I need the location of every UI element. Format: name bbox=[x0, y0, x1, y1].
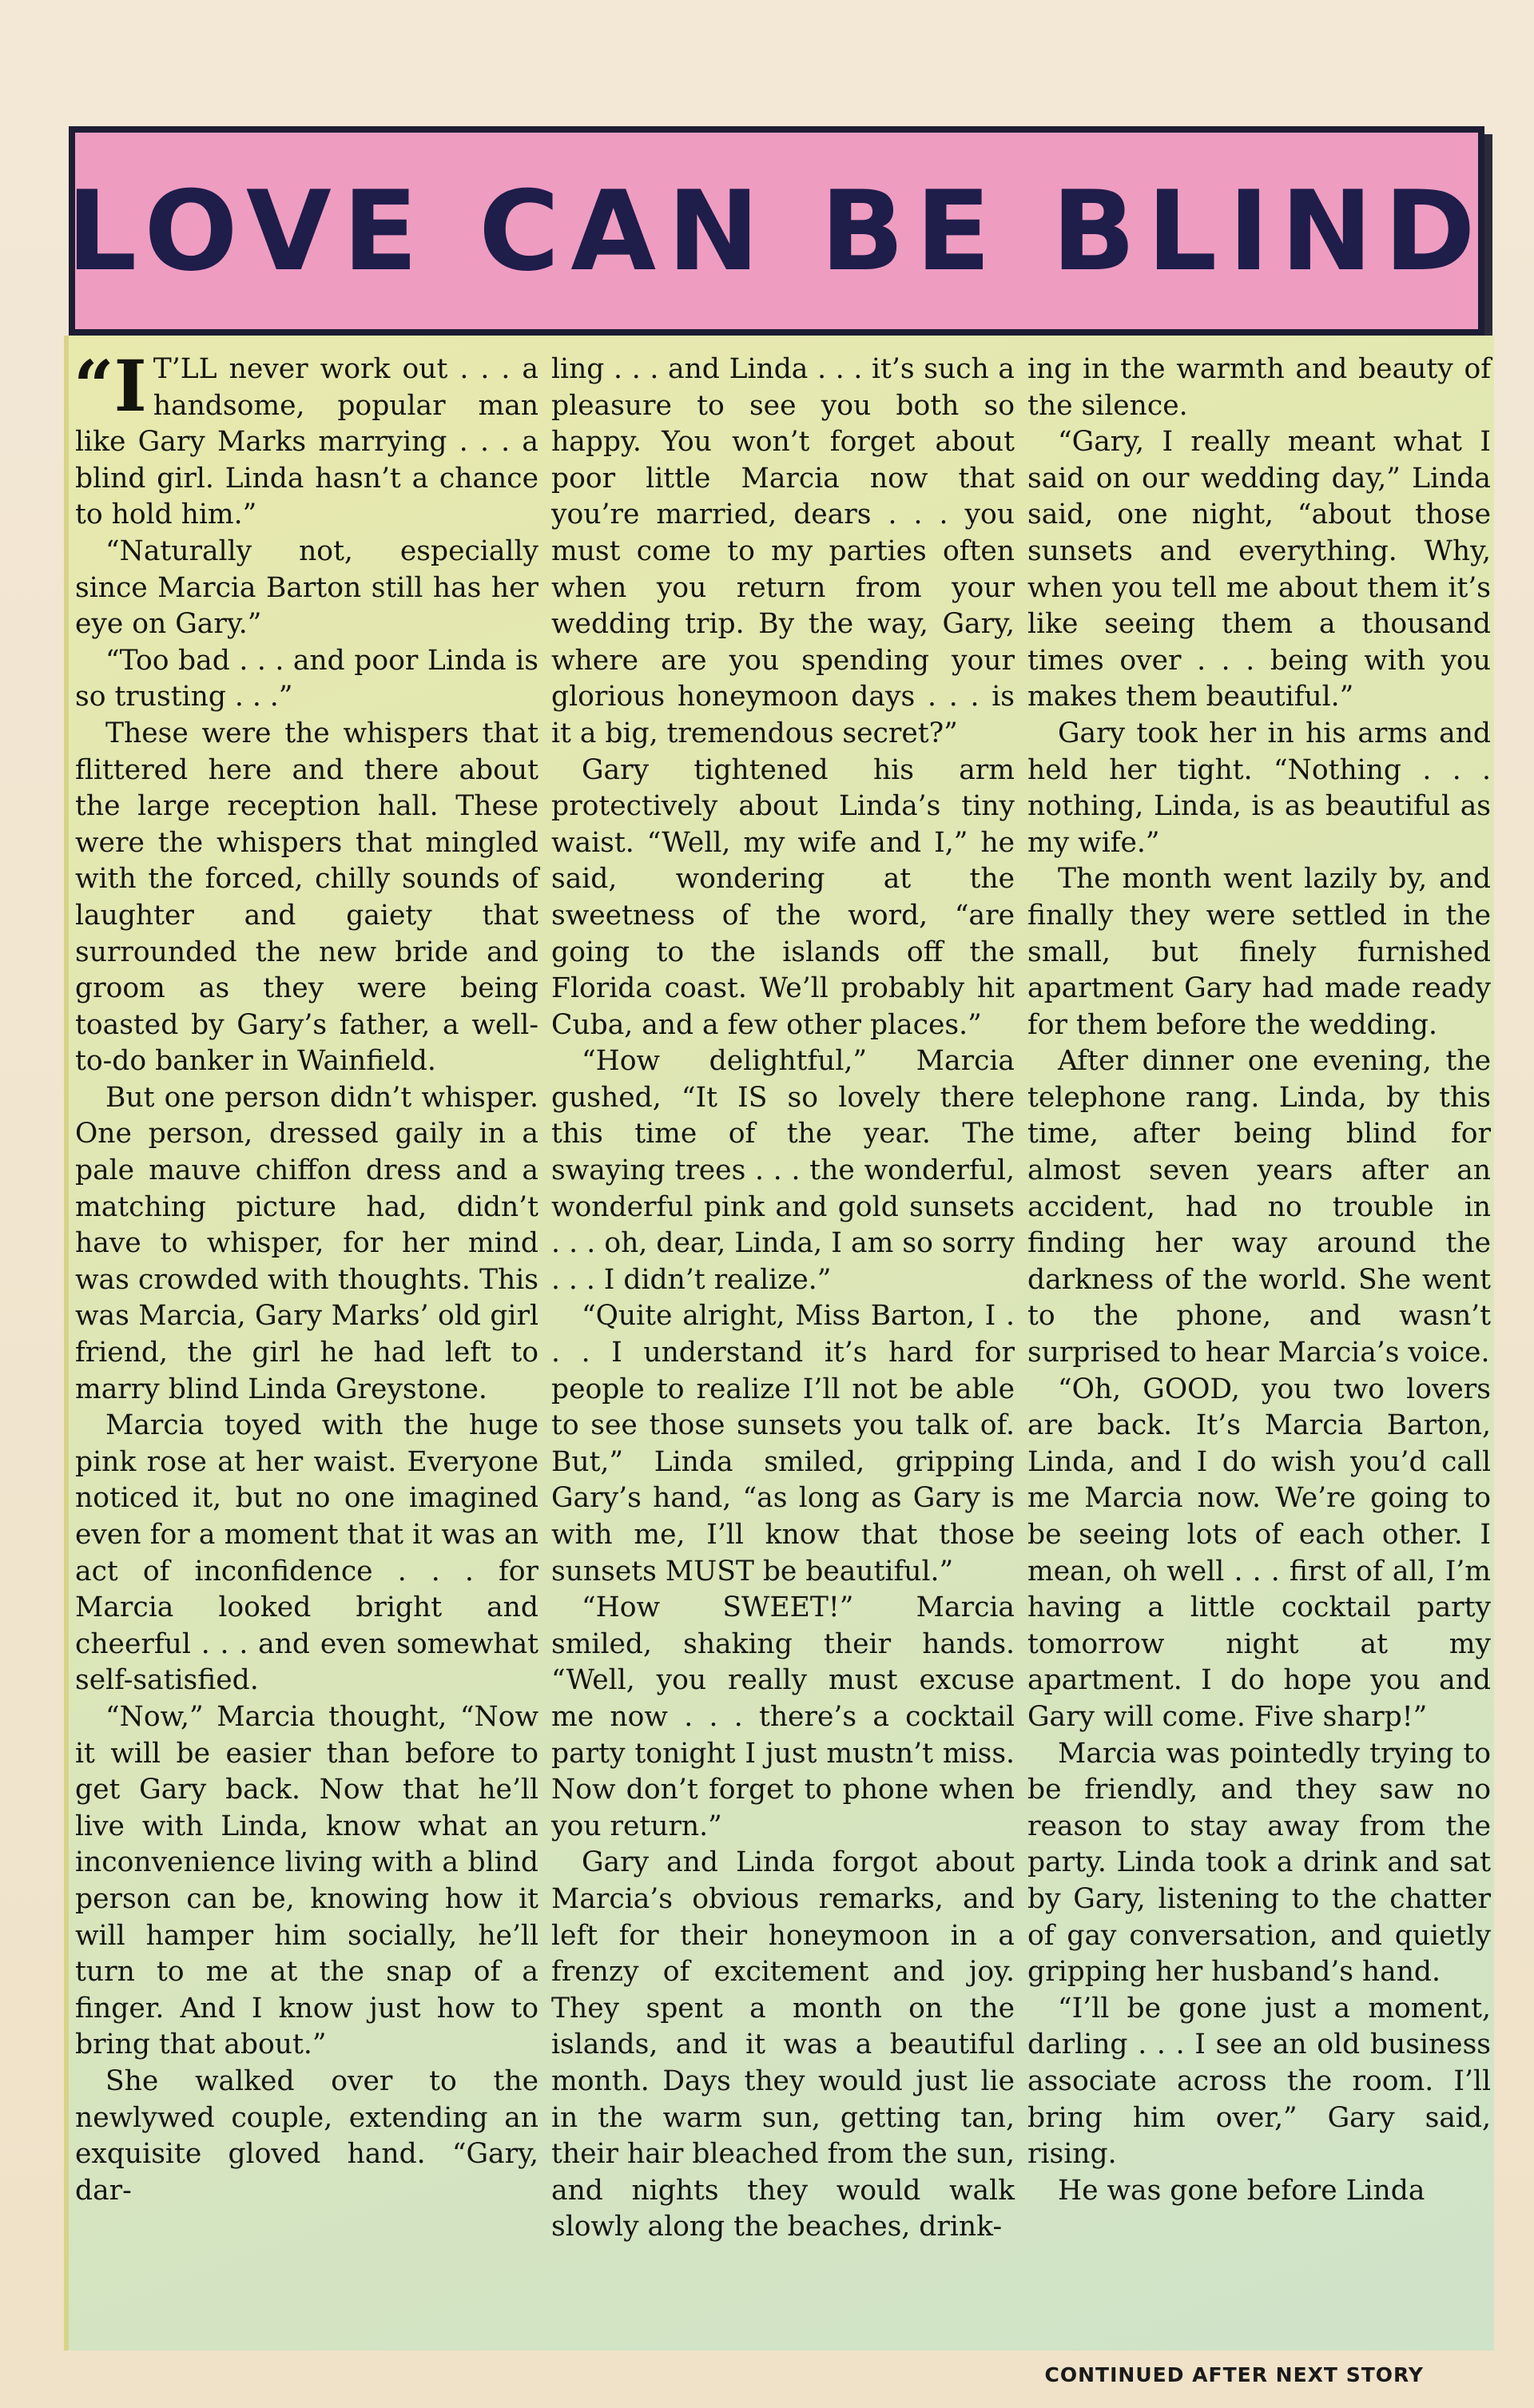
paragraph: “I T’LL never work out . . . a handsome, popular man like Gary Marks marrying . . . a blind girl. Linda hasn’t a chance to hold him.” bbox=[74, 344, 538, 531]
paragraph: ling . . . and Linda . . . it’s such a pleasure to see you both so happy. You won’t forget about poor little Marcia now that you’re married, dears . . . you must come to my parties often when you return from your wedding trip. By the way, Gary, where are you spending your glorious honeymoon days . . . is it a big, tremendous secret?” bbox=[551, 353, 1015, 749]
text-column-1 bbox=[74, 344, 538, 2349]
paragraph: He was gone before Linda bbox=[1058, 2174, 1425, 2207]
paragraph: Gary tightened his arm protectively about Linda’s tiny waist. “Well, my wife and I,” he said, wondering at the sweetness of the word, “are going to the islands off the Florida coast. We’ll probably hit Cuba, and a few other places.” bbox=[551, 753, 1015, 1041]
paragraph: But one person didn’t whisper. One person, dressed gaily in a pale mauve chiffon dress and a matching picture had, didn’t have to whisper, for her mind was crowded with thoughts. This was Marcia, Gary Marks’ old girl friend, the girl he had left to marry blind Linda Greystone. bbox=[75, 1081, 538, 1405]
paragraph: “Naturally not, especially since Marcia Barton still has her eye on Gary.” bbox=[75, 534, 538, 641]
paragraph: Marcia was pointedly trying to be friendly, and they saw no reason to stay away from the party. Linda took a drink and sat by Gary, listening to the chatter of gay conversation, and quietly gripping her husband’s hand. bbox=[1027, 1737, 1491, 1989]
story-title: LOVE CAN BE BLIND bbox=[66, 166, 1487, 296]
paragraph: “Gary, I really meant what I said on our wedding day,” Linda said, one night, “about those sunsets and everything. Why, when you tell me about them it’s like seeing them a thousand times over . . . being with you makes them beautiful.” bbox=[1027, 426, 1491, 713]
paragraph: ing in the warmth and beauty of the silence. bbox=[1027, 353, 1491, 422]
paragraph: After dinner one evening, the telephone rang. Linda, by this time, after being blind for almost seven years after an accident, had no trouble in finding her way around the darkness of the world. She went to the phone, and wasn’t surprised to hear Marcia’s voice. bbox=[1027, 1045, 1491, 1369]
paragraph: She walked over to the newlywed couple, extending an exquisite gloved hand. “Gary, dar- bbox=[75, 2064, 538, 2207]
paragraph: “Now,” Marcia thought, “Now it will be easier than before to get Gary back. Now that he’ll live with Linda, know what an inconvenience living with a blind person can be, knowing how it will hamper him socially, he’ll turn to me at the snap of a finger. And I know just how to bring that about.” bbox=[75, 1700, 538, 2061]
story-panel bbox=[64, 336, 1494, 2350]
continued-note: CONTINUED AFTER NEXT STORY bbox=[1044, 2363, 1424, 2386]
drop-cap: “I bbox=[74, 344, 147, 427]
paragraph: Marcia toyed with the huge pink rose at her waist. Everyone noticed it, but no one imagined even for a moment that it was an act of inconfidence . . . for Marcia looked bright and cheerful . . . and even somewhat self-satisfied. bbox=[75, 1409, 538, 1697]
paragraph: “How delightful,” Marcia gushed, “It IS so lovely there this time of the year. The swaying trees . . . the wonderful, wonderful pink and gold sunsets . . . oh, dear, Linda, I am so sorry . . . I didn’t realize.” bbox=[551, 1045, 1015, 1296]
paragraph: These were the whispers that flittered here and there about the large reception hall. These were the whispers that mingled with the forced, chilly sounds of laughter and gaiety that surrounded the new bride and groom as they were being toasted by Gary’s father, a well-to-do banker in Wainfield. bbox=[75, 717, 538, 1078]
paragraph: “I’ll be gone just a moment, darling . . . I see an old business associate across the room. I’ll bring him over,” Gary said, rising. bbox=[1027, 1992, 1491, 2171]
paragraph: Gary and Linda forgot about Marcia’s obvious remarks, and left for their honeymoon in a frenzy of excitement and joy. They spent a month on the islands, and it was a beautiful month. Days they would just lie in the warm sun, getting tan, their hair bleached from the sun, and nights they would walk slowly along the beaches, drink- bbox=[551, 1846, 1015, 2243]
paragraph: “Too bad . . . and poor Linda is so trusting . . .” bbox=[75, 644, 538, 713]
paragraph: The month went lazily by, and finally they were settled in the small, but finely furnished apartment Gary had made ready for them before the wedding. bbox=[1027, 863, 1491, 1041]
text-column-3 bbox=[1027, 352, 1491, 2349]
paragraph: “Oh, GOOD, you two lovers are back. It’s Marcia Barton, Linda, and I do wish you’d call me Marcia now. We’re going to be seeing lots of each other. I mean, oh well . . . first of all, I’m having a little cocktail party tomorrow night at my apartment. I do hope you and Gary will come. Five sharp!” bbox=[1027, 1373, 1491, 1733]
paragraph: “How SWEET!” Marcia smiled, shaking their hands. “Well, you really must excuse me now . . . there’s a cocktail party tonight I just mustn’t miss. Now don’t forget to phone when you return.” bbox=[551, 1591, 1015, 1842]
paragraph: “Quite alright, Miss Barton, I . . . I understand it’s hard for people to realize I’ll not be able to see those sunsets you talk of. But,” Linda smiled, gripping Gary’s hand, “as long as Gary is with me, I’ll know that those sunsets MUST be beautiful.” bbox=[551, 1300, 1015, 1587]
text-column-2 bbox=[551, 352, 1015, 2349]
paragraph: Gary took her in his arms and held her tight. “Nothing . . . nothing, Linda, is as beautiful as my wife.” bbox=[1027, 717, 1491, 859]
title-banner bbox=[66, 126, 1487, 336]
